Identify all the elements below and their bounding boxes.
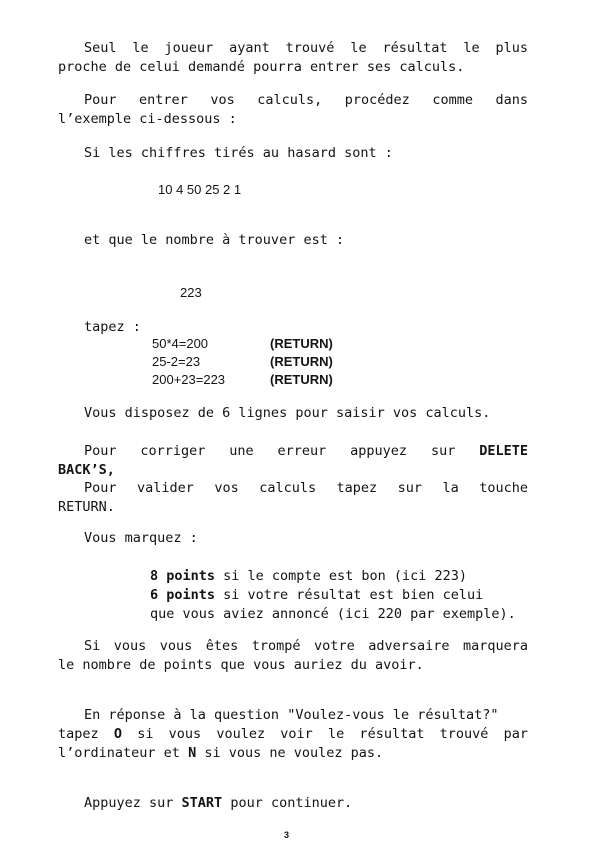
drawn-numbers-text: Si les chiffres tirés au hasard sont : — [84, 145, 393, 161]
o-key-label: O — [113, 726, 122, 742]
score-rule-exact — [150, 567, 540, 586]
intro-line-2: proche de celui demandé pourra entrer ses calculs. — [58, 59, 465, 75]
yes-text-b: si vous voulez voir le résultat trouvé par — [137, 726, 528, 742]
six-lines-text: Vous disposez de 6 lignes pour saisir vos calculs. — [84, 405, 491, 421]
calc-row — [152, 335, 333, 353]
how-to-line-1: Pour entrer vos calculs, procédez comme dans — [84, 92, 528, 108]
paragraph-continue — [58, 794, 528, 813]
no-line — [58, 744, 528, 763]
target-text: et que le nombre à trouver est : — [84, 232, 345, 248]
wrong-line-1: Si vous vous êtes trompé votre adversaire marquera — [84, 638, 528, 654]
calc-expression: 25-2=23 — [152, 354, 201, 369]
score-six-points: 6 points — [150, 587, 216, 603]
example-calculations — [152, 335, 333, 389]
return-key-label: (RETURN) — [270, 336, 333, 351]
continue-text-a: Appuyez sur — [84, 795, 174, 811]
return-key-label: (RETURN) — [270, 372, 333, 387]
yes-line — [58, 725, 528, 744]
validate-line-1: Pour valider vos calculs tapez sur la touche — [84, 480, 528, 496]
scoring-label: Vous marquez : — [84, 530, 198, 546]
continue-text-b: pour continuer. — [230, 795, 353, 811]
score-announced-text: si votre résultat est bien celui — [215, 587, 484, 603]
correct-line-1 — [58, 442, 528, 461]
type-label: tapez : — [84, 319, 141, 335]
start-key-label: START — [181, 795, 223, 811]
paragraph-wrong — [58, 637, 528, 675]
paragraph-validate — [58, 479, 528, 517]
paragraph-six-lines — [58, 404, 528, 423]
calc-row — [152, 353, 333, 371]
question-line: En réponse à la question "Voulez-vous le résultat?" — [84, 707, 499, 723]
calc-expression: 200+23=223 — [152, 372, 226, 387]
return-key-label: (RETURN) — [270, 354, 333, 369]
paragraph-scoring — [58, 529, 528, 548]
correct-text: Pour corriger une erreur appuyez sur — [84, 443, 456, 459]
delete-key-label: DELETE — [479, 443, 528, 459]
no-text-b: si vous ne voulez pas. — [204, 745, 384, 761]
score-exact-text: si le compte est bon (ici 223) — [215, 568, 467, 584]
intro-line-1: Seul le joueur ayant trouvé le résultat le plus — [84, 40, 528, 56]
scoring-rules — [150, 567, 540, 624]
paragraph-how-to-enter — [58, 91, 528, 129]
correct-line-2 — [58, 461, 528, 480]
calc-row — [152, 371, 333, 389]
validate-line-2: RETURN. — [58, 499, 115, 515]
calc-expression: 50*4=200 — [152, 336, 209, 351]
target-number: 223 — [180, 285, 202, 300]
drawn-numbers: 10 4 50 25 2 1 — [158, 182, 242, 197]
score-rule-announced — [150, 586, 540, 605]
n-key-label: N — [188, 745, 197, 761]
backspace-key-label: BACK’S, — [58, 462, 115, 478]
no-text-a: l’ordinateur et — [58, 745, 180, 761]
paragraph-target — [58, 231, 528, 250]
page-number: 3 — [284, 830, 290, 840]
score-eight-points: 8 points — [150, 568, 216, 584]
how-to-line-2: l’exemple ci-dessous : — [58, 111, 237, 127]
paragraph-intro — [58, 39, 528, 77]
paragraph-correct — [58, 442, 528, 480]
yes-text-a: tapez — [58, 726, 99, 742]
paragraph-show-result — [58, 706, 528, 763]
continue-line — [58, 794, 528, 813]
paragraph-drawn-numbers — [58, 144, 528, 163]
score-rule-example: que vous aviez annoncé (ici 220 par exemple). — [150, 606, 516, 622]
wrong-line-2: le nombre de points que vous auriez du avoir. — [58, 657, 424, 673]
